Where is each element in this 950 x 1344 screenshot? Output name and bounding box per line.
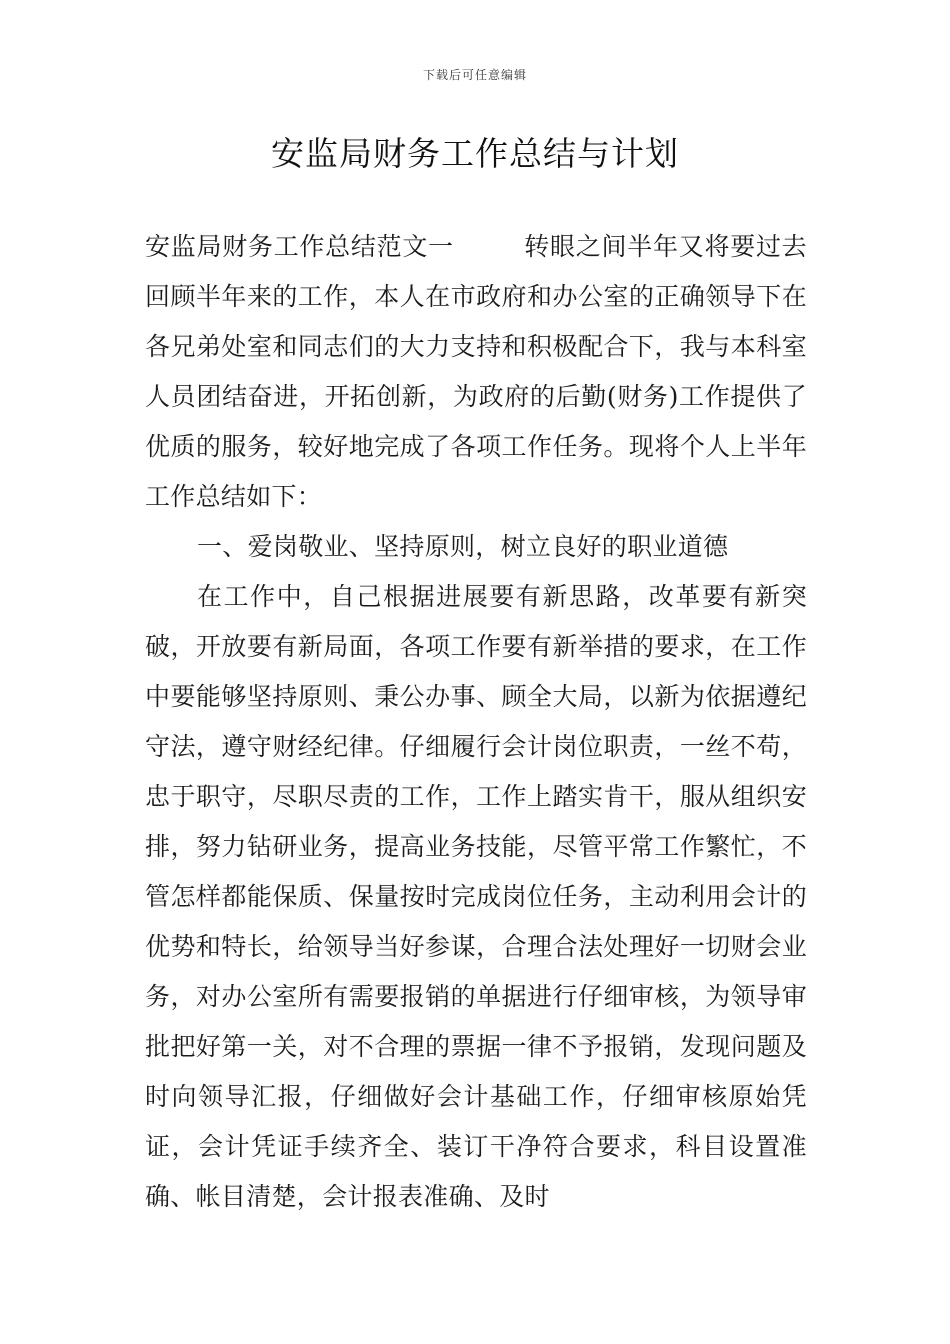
document-body bbox=[145, 222, 807, 1222]
document-title: 安监局财务工作总结与计划 bbox=[271, 134, 679, 173]
intro-label: 安监局财务工作总结范文一 bbox=[145, 232, 454, 261]
intro-text: 转眼之间半年又将要过去回顾半年来的工作，本人在市政府和办公室的正确领导下在各兄弟处室和同志们的大力支持和积极配合下，我与本科室人员团结奋进，开拓创新，为政府的后勤(财务)工作提供了优质的服务，较好地完成了各项工作任务。现将个人上半年工作总结如下： bbox=[145, 232, 807, 511]
intro-paragraph bbox=[145, 222, 807, 522]
header-note: 下载后可任意编辑 bbox=[422, 68, 527, 82]
section-1-body: 在工作中，自己根据进展要有新思路，改革要有新突破，开放要有新局面，各项工作要有新举措的要求，在工作中要能够坚持原则、秉公办事、顾全大局，以新为依据遵纪守法，遵守财经纪律。仔细履行会计岗位职责，一丝不苟，忠于职守，尽职尽责的工作，工作上踏实肯干，服从组织安排，努力钻研业务，提高业务技能，尽管平常工作繁忙，不管怎样都能保质、保量按时完成岗位任务，主动利用会计的优势和特长，给领导当好参谋，合理合法处理好一切财会业务，对办公室所有需要报销的单据进行仔细审核，为领导审批把好第一关，对不合理的票据一律不予报销，发现问题及时向领导汇报，仔细做好会计基础工作，仔细审核原始凭证，会计凭证手续齐全、装订干净符合要求，科目设置准确、帐目清楚，会计报表准确、及时 bbox=[145, 582, 807, 1211]
section-1-heading: 一、爱岗敬业、坚持原则，树立良好的职业道德 bbox=[197, 532, 729, 561]
